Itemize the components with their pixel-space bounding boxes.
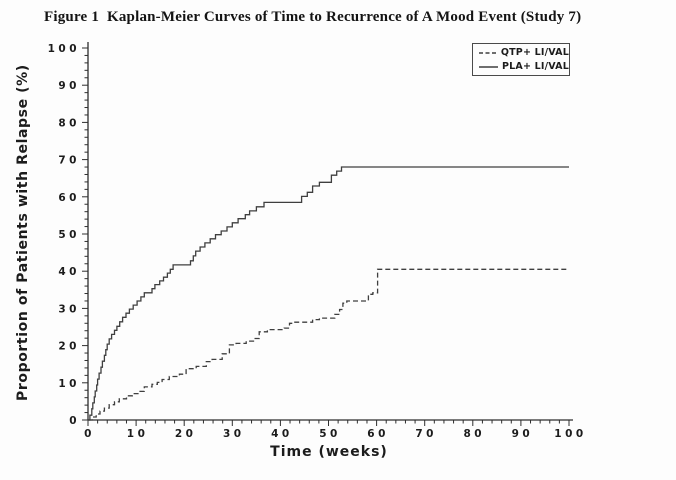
y-axis-title: Proportion of Patients with Relapse (%)	[15, 64, 31, 401]
x-tick-label: 80	[463, 428, 486, 440]
y-tick-label: 70	[58, 154, 80, 167]
y-tick-label: 100	[47, 43, 80, 55]
y-tick-label: 30	[58, 303, 80, 316]
y-tick-label: 50	[58, 229, 80, 241]
legend-item-pla-li-val	[478, 60, 569, 73]
x-tick-label: 90	[511, 428, 534, 440]
solid-line-sample-icon	[478, 63, 498, 71]
x-tick-label: 10	[126, 428, 149, 440]
km-curve-pla-li-val	[88, 167, 569, 420]
legend-box	[472, 43, 570, 76]
x-tick-label: 0	[84, 428, 95, 440]
x-tick-label: 70	[415, 428, 438, 440]
legend-item-qtp-li-val	[478, 46, 569, 59]
y-ticks	[48, 43, 88, 427]
x-tick-label: 40	[271, 428, 293, 440]
x-tick-label: 100	[554, 428, 587, 440]
x-tick-label: 50	[319, 428, 341, 440]
x-tick-label: 60	[367, 428, 389, 440]
x-tick-label: 30	[222, 428, 245, 440]
x-tick-label: 20	[174, 428, 197, 440]
y-tick-label: 60	[58, 191, 80, 204]
y-tick-label: 40	[58, 266, 80, 279]
legend-label: QTP+ LI/VAL	[500, 46, 569, 58]
x-axis-title: Time (weeks)	[270, 444, 388, 460]
x-ticks	[84, 420, 587, 440]
figure-title: Figure 1 Kaplan-Meier Curves of Time to Recurrence of A Mood Event (Study 7)	[44, 9, 582, 25]
km-curve-qtp-li-val	[88, 269, 569, 420]
y-tick-label: 90	[58, 80, 80, 93]
dashed-line-sample-icon	[478, 49, 497, 57]
legend-label: PLA+ LI/VAL	[501, 60, 569, 72]
y-tick-label: 20	[58, 340, 80, 353]
y-tick-label: 10	[58, 377, 80, 390]
y-tick-label: 0	[69, 415, 80, 427]
y-tick-label: 80	[58, 117, 80, 130]
